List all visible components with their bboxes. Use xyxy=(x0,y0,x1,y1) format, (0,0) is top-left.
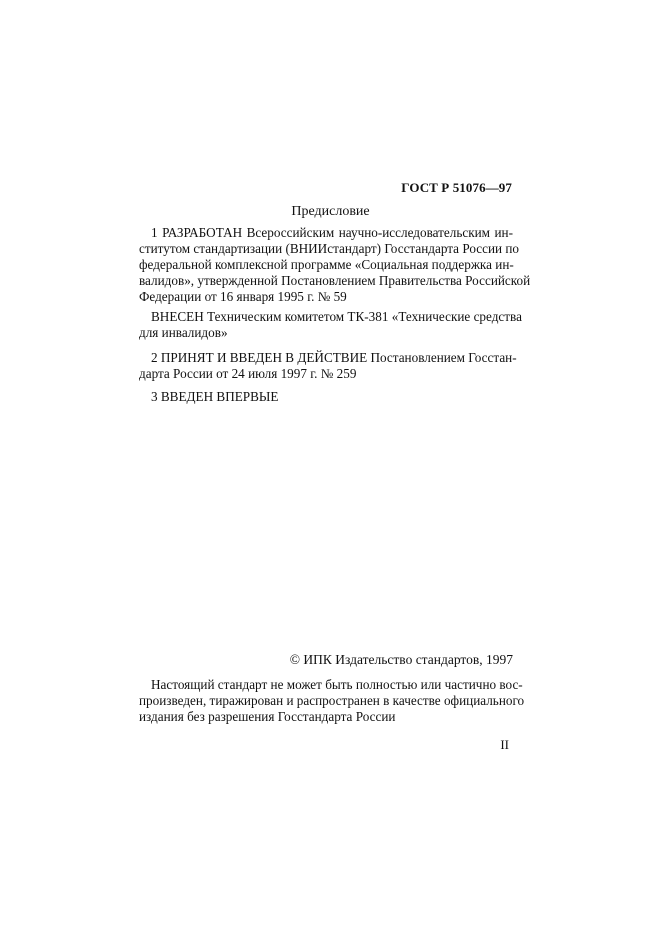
paragraph-line: для инвалидов» xyxy=(139,325,228,340)
paragraph-line: издания без разрешения Госстандарта России xyxy=(139,709,396,724)
paragraph-line: 1 РАЗРАБОТАН Всероссийским научно-исследовательским ин- xyxy=(151,225,513,240)
paragraph-line: Федерации от 16 января 1995 г. № 59 xyxy=(139,289,347,304)
paragraph-line: ВНЕСЕН Техническим комитетом ТК-381 «Технические средства xyxy=(151,309,522,324)
document-code: ГОСТ Р 51076—97 xyxy=(401,180,512,195)
copyright-notice: © ИПК Издательство стандартов, 1997 xyxy=(289,652,513,667)
paragraph-line: 2 ПРИНЯТ И ВВЕДЕН В ДЕЙСТВИЕ Постановлением Госстан- xyxy=(151,350,517,365)
reproduction-notice xyxy=(139,677,525,725)
paragraph-line: Настоящий стандарт не может быть полностью или частично вос- xyxy=(151,677,523,692)
page-number: II xyxy=(500,737,509,752)
preface-title: Предисловие xyxy=(291,204,370,219)
paragraph-line: 3 ВВЕДЕН ВПЕРВЫЕ xyxy=(151,389,279,404)
paragraph-line: дарта России от 24 июля 1997 г. № 259 xyxy=(139,366,357,381)
paragraph-line: федеральной комплексной программе «Социальная поддержка ин- xyxy=(139,257,514,272)
paragraph-line: ститутом стандартизации (ВНИИстандарт) Госстандарта России по xyxy=(139,241,520,256)
section-3-first-introduced xyxy=(139,389,513,405)
paragraph-line: произведен, тиражирован и распространен в качестве официального xyxy=(139,693,525,708)
section-1-developed xyxy=(139,225,531,305)
paragraph-line: валидов», утвержденной Постановлением Правительства Российской xyxy=(139,273,531,288)
section-2-adopted xyxy=(139,350,517,382)
section-introduced-by xyxy=(139,309,522,341)
